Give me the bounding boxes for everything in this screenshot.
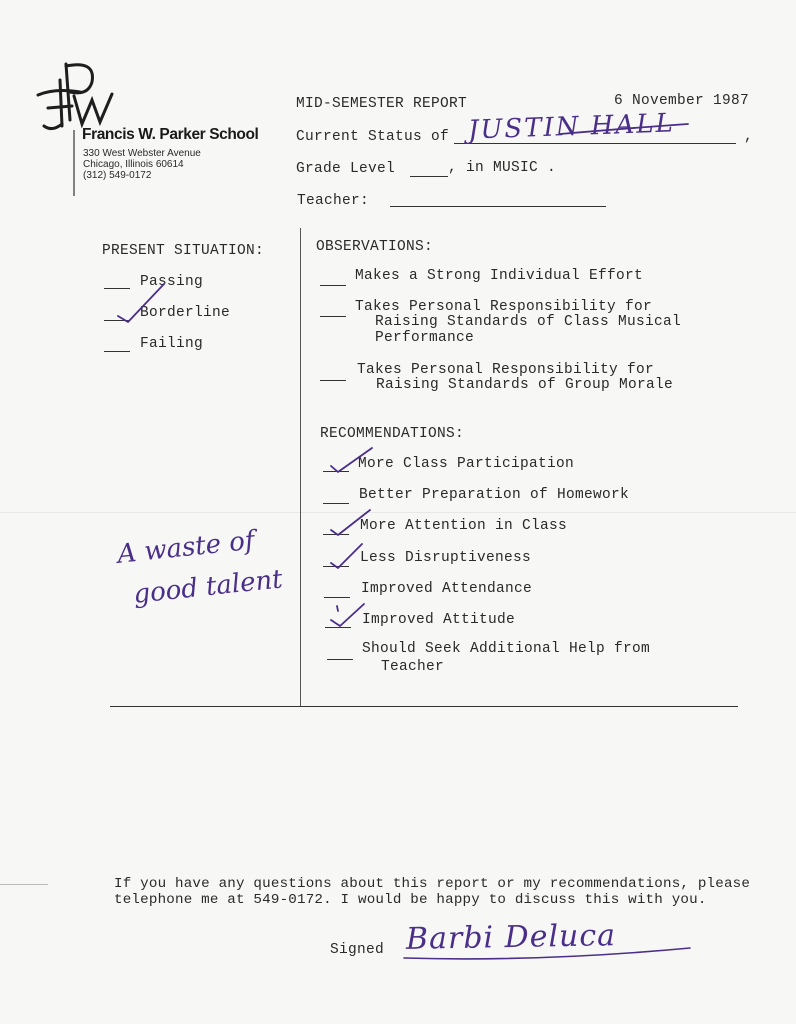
paper-fold (0, 512, 796, 513)
margin-note-line2: good talent (132, 564, 285, 610)
borderline-label: Borderline (140, 305, 231, 321)
recommendation-7-line2: Teacher (381, 659, 445, 675)
margin-note-line1: A waste of (116, 525, 256, 570)
recommendation-2: Better Preparation of Homework (359, 487, 630, 503)
check-icon-disruptiveness (331, 544, 362, 568)
recommendations-heading: RECOMMENDATIONS: (320, 426, 465, 442)
check-icon-attitude (331, 604, 364, 626)
recommendation-checkbox (325, 627, 351, 628)
recommendation-4: Less Disruptiveness (360, 550, 532, 566)
school-address-line2: Chicago, Illinois 60614 (83, 159, 184, 170)
report-date: 6 November 1987 (614, 93, 750, 109)
footer-line1: If you have any questions about this report or my recommendations, please (114, 876, 751, 892)
passing-checkbox (104, 288, 130, 289)
observation-checkbox (320, 316, 346, 317)
footer-line2: telephone me at 549-0172. I would be happy to discuss this with you. (114, 892, 707, 908)
observation-3-line1: Takes Personal Responsibility for (357, 362, 655, 378)
grade-level-label: Grade Level (296, 161, 396, 177)
present-situation-heading: PRESENT SITUATION: (102, 243, 265, 259)
observation-2-line1: Takes Personal Responsibility for (355, 299, 653, 315)
observation-checkbox (320, 380, 346, 381)
observation-1-line1: Makes a Strong Individual Effort (355, 268, 644, 284)
observation-2-line3: Performance (375, 330, 475, 346)
school-name: Francis W. Parker School (82, 126, 259, 143)
recommendation-7-line1: Should Seek Additional Help from (362, 641, 651, 657)
recommendation-checkbox (324, 597, 350, 598)
school-address-line1: 330 West Webster Avenue (83, 148, 201, 159)
recommendation-checkbox (323, 471, 349, 472)
borderline-checkbox (104, 320, 130, 321)
punch-margin-mark (0, 884, 48, 885)
subject-text: , in MUSIC . (448, 160, 557, 176)
school-phone: (312) 549-0172 (83, 170, 152, 181)
signed-label: Signed (330, 942, 385, 958)
column-divider (300, 228, 301, 706)
report-title: MID-SEMESTER REPORT (296, 96, 468, 112)
current-status-label: Current Status of (296, 129, 450, 145)
observation-2-line2: Raising Standards of Class Musical (375, 314, 682, 330)
failing-label: Failing (140, 336, 204, 352)
student-name: JUSTIN HALL (467, 108, 676, 146)
status-comma: , (744, 129, 754, 145)
passing-label: Passing (140, 274, 204, 290)
section-divider (110, 706, 738, 707)
recommendation-5: Improved Attendance (361, 581, 533, 597)
observations-heading: OBSERVATIONS: (316, 239, 434, 255)
teacher-label: Teacher: (297, 193, 370, 209)
recommendation-checkbox (327, 659, 353, 660)
recommendation-6: Improved Attitude (362, 612, 516, 628)
recommendation-checkbox (323, 566, 349, 567)
recommendation-checkbox (323, 534, 349, 535)
teacher-field (390, 190, 606, 207)
observation-3-line2: Raising Standards of Group Morale (376, 377, 674, 393)
recommendation-3: More Attention in Class (360, 518, 568, 534)
recommendation-1: More Class Participation (358, 456, 575, 472)
recommendation-checkbox (323, 503, 349, 504)
failing-checkbox (104, 351, 130, 352)
teacher-signature: Barbi Deluca (405, 918, 617, 957)
grade-level-field (410, 160, 448, 177)
observation-checkbox (320, 285, 346, 286)
